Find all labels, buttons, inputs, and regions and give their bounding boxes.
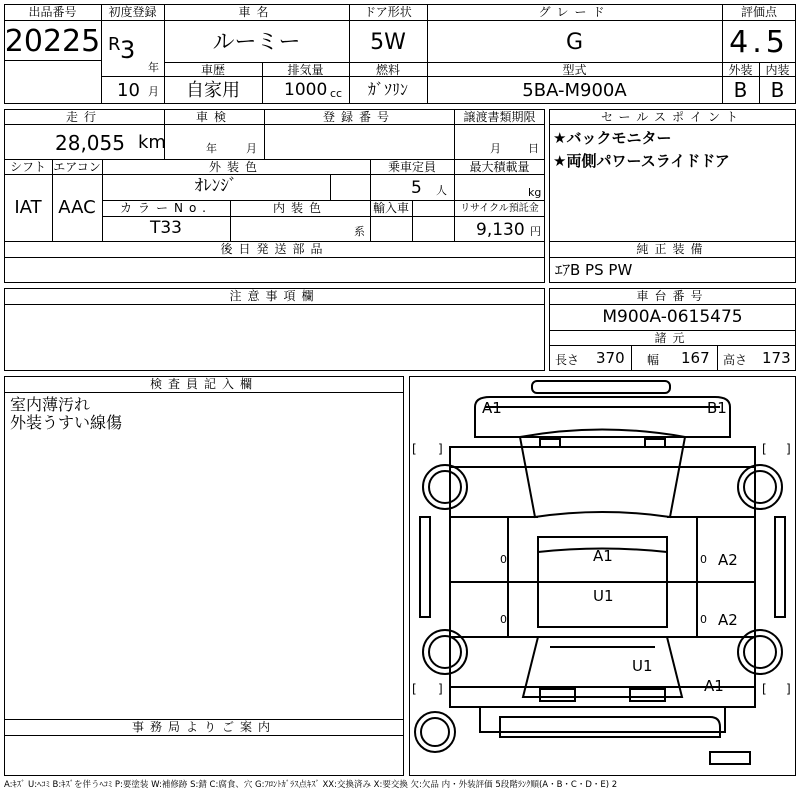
- fuel-value: ｶﾞｿﾘﾝ: [367, 80, 408, 99]
- displacement-label: 排気量: [287, 63, 324, 77]
- inspector-box: [4, 376, 404, 776]
- bracket-rr-open: [: [762, 682, 767, 696]
- color-no-value: T33: [149, 218, 183, 238]
- transfer-month-unit: 月: [490, 142, 501, 155]
- reg-number-label: 登録番号: [322, 110, 395, 124]
- mark-left-door-zero-1: 0: [500, 553, 507, 566]
- length-label: 長さ: [555, 353, 580, 367]
- int-color-label: 内装色: [272, 201, 327, 215]
- bracket-rr-close: ]: [786, 682, 791, 696]
- grade-label: グレード: [538, 5, 611, 19]
- grade-value: G: [565, 30, 584, 55]
- sales-point-2: ★両側パワースライドドア: [553, 152, 730, 170]
- history-label: 車歴: [200, 63, 225, 77]
- capacity-unit: 人: [436, 184, 447, 197]
- office-label: 事務局よりご案内: [131, 720, 276, 734]
- recycle-unit: 円: [530, 225, 541, 238]
- month-unit: 月: [148, 85, 159, 98]
- height-value: 173: [762, 349, 791, 367]
- mark-rear-right: A1: [704, 677, 724, 695]
- inspector-line-1: 室内薄汚れ: [10, 395, 91, 414]
- ext-color-label: 外装色: [208, 160, 263, 174]
- exterior-label: 外装: [728, 63, 753, 77]
- color-no-label: カラーNo.: [120, 201, 212, 215]
- legend-text: A:ｷｽﾞ U:ﾍｺﾐ B:ｷｽﾞを伴うﾍｺﾐ P:要塗装 W:補修跡 S:錆 C:腐食、穴 G:ﾌﾛﾝﾄｶﾞﾗｽ点ｷｽﾞ XX:交換済み X:要交換 欠:欠品 内・外装評価 5段階ﾗﾝｸ順(A・B・C・D・E) 2: [4, 780, 618, 790]
- chassis-number: M900A-0615475: [602, 307, 743, 327]
- length-value: 370: [596, 349, 625, 367]
- door-value: 5W: [370, 30, 406, 55]
- mileage-unit: km: [138, 132, 166, 153]
- int-color-unit: 系: [354, 225, 365, 238]
- displacement-unit: cc: [330, 87, 343, 100]
- model-value: 5BA-M900A: [522, 80, 627, 101]
- car-name-label: 車名: [238, 5, 275, 19]
- first-reg-month: 10: [117, 80, 140, 101]
- spec-label: 諸元: [654, 331, 691, 345]
- interior-grade: B: [770, 78, 785, 102]
- exterior-grade: B: [733, 78, 748, 102]
- bracket-fr-close: ]: [786, 442, 791, 456]
- shift-label: シフト: [9, 160, 46, 174]
- bracket-rl-close: ]: [438, 682, 443, 696]
- inspection-month-unit: 月: [246, 142, 257, 155]
- fuel-label: 燃料: [375, 63, 400, 77]
- car-name: ルーミー: [212, 30, 301, 55]
- ac-value: AAC: [58, 197, 96, 218]
- mark-front-right: B1: [707, 399, 727, 417]
- ac-label: エアコン: [53, 160, 101, 174]
- sales-point-1: ★バックモニター: [553, 129, 672, 147]
- lot-number-label: 出品番号: [28, 5, 77, 19]
- mark-front-left: A1: [482, 399, 502, 417]
- later-parts-label: 後日発送部品: [220, 242, 329, 256]
- mileage-label: 走行: [65, 110, 102, 124]
- mark-right-door-zero-2: 0: [700, 613, 707, 626]
- width-label: 幅: [647, 353, 660, 367]
- era-label: R: [108, 34, 121, 55]
- inspection-label: 車検: [195, 110, 232, 124]
- first-reg-label: 初度登録: [108, 5, 157, 19]
- score-value: 4.5: [729, 25, 789, 60]
- mark-roof-rear: U1: [593, 587, 614, 605]
- damage-diagram: [409, 376, 796, 776]
- bracket-fl-close: ]: [438, 442, 443, 456]
- ext-color-value: ｵﾚﾝｼﾞ: [194, 176, 238, 196]
- mark-right-door-rear: A2: [718, 611, 738, 629]
- sales-points-label: セールスポイント: [601, 110, 744, 124]
- inspector-label: 検査員記入欄: [149, 377, 258, 391]
- width-value: 167: [681, 349, 710, 367]
- recycle-value: 9,130: [476, 220, 525, 240]
- max-load-label: 最大積載量: [469, 160, 530, 174]
- score-label: 評価点: [740, 5, 777, 19]
- mark-right-door-zero-1: 0: [700, 553, 707, 566]
- shift-value: IAT: [14, 197, 42, 218]
- capacity-value: 5: [411, 178, 422, 198]
- bracket-fl-open: [: [412, 442, 417, 456]
- history-value: 自家用: [186, 80, 240, 101]
- interior-label: 内装: [765, 63, 790, 77]
- year-unit: 年: [148, 61, 159, 74]
- mark-right-door-front: A2: [718, 551, 738, 569]
- mark-left-door-zero-2: 0: [500, 613, 507, 626]
- max-load-unit: kg: [528, 186, 542, 199]
- transfer-day-unit: 日: [528, 142, 539, 155]
- mark-roof-front: A1: [593, 547, 613, 565]
- inspection-year-unit: 年: [206, 142, 217, 155]
- recycle-label: リサイクル預託金: [460, 203, 539, 214]
- mileage-value: 28,055: [55, 131, 125, 155]
- equipment-label: 純正装備: [636, 242, 709, 256]
- first-reg-year: 3: [120, 36, 136, 64]
- height-label: 高さ: [723, 353, 748, 367]
- car-outline: [410, 377, 795, 775]
- bracket-fr-open: [: [762, 442, 767, 456]
- model-label: 型式: [562, 63, 587, 77]
- displacement-value: 1000: [284, 80, 328, 100]
- lot-number: 20225: [4, 24, 101, 59]
- chassis-label: 車台番号: [636, 289, 709, 303]
- inspector-line-2: 外装うすい線傷: [10, 413, 123, 432]
- bracket-rl-open: [: [412, 682, 417, 696]
- mark-rear-window: U1: [632, 657, 653, 675]
- notes-label: 注意事項欄: [229, 289, 320, 303]
- door-label: ドア形状: [364, 5, 412, 19]
- equipment-value: ｴｱB PS PW: [555, 261, 633, 279]
- import-label: 輸入車: [372, 201, 409, 215]
- transfer-deadline-label: 譲渡書類期限: [463, 110, 536, 124]
- capacity-label: 乗車定員: [387, 160, 436, 174]
